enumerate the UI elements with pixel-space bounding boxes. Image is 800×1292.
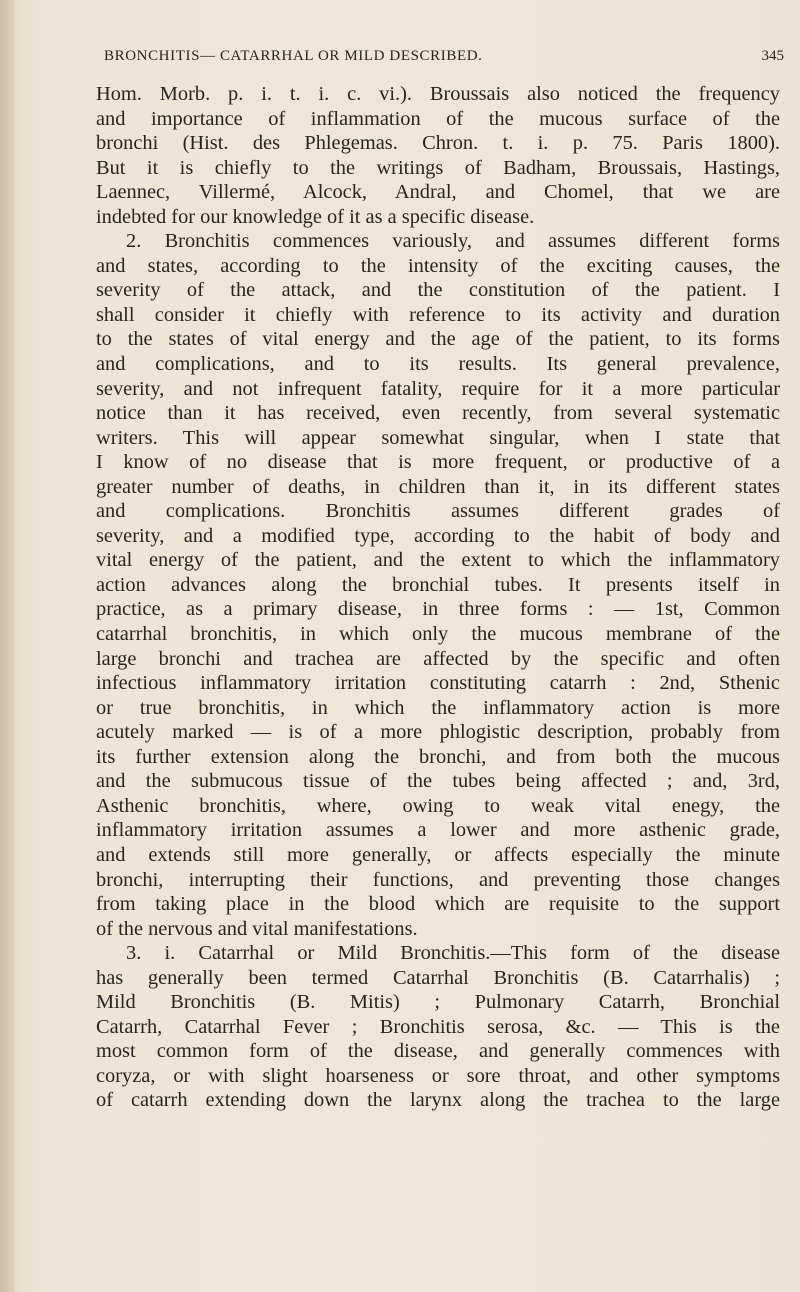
- text-line: 2. Bronchitis commences variously, and assumes different forms: [126, 230, 780, 253]
- text-line: most common form of the disease, and generally commences with: [96, 1040, 780, 1063]
- text-line: and extends still more generally, or affects especially the minute: [96, 843, 780, 866]
- running-head: BRONCHITIS— CATARRHAL OR MILD DESCRIBED.: [104, 48, 483, 64]
- text-line: acutely marked — is of a more phlogistic description, probably from: [96, 721, 780, 744]
- text-line: and states, according to the intensity of the exciting causes, the: [96, 254, 780, 277]
- text-line: severity of the attack, and the constitution of the patient. I: [96, 279, 780, 302]
- text-line: and importance of inflammation of the mucous surface of the: [96, 107, 780, 130]
- text-line: indebted for our knowledge of it as a specific disease.: [96, 205, 535, 228]
- text-line: Asthenic bronchitis, where, owing to weak vital enegy, the: [96, 794, 780, 817]
- text-line: severity, and a modified type, according to the habit of body and: [96, 524, 780, 547]
- text-line: notice than it has received, even recently, from several systematic: [96, 402, 780, 425]
- text-line: Mild Bronchitis (B. Mitis) ; Pulmonary Catarrh, Bronchial: [96, 991, 780, 1014]
- text-line: Hom. Morb. p. i. t. i. c. vi.). Broussais also noticed the frequency: [96, 83, 780, 105]
- text-line: of the nervous and vital manifestations.: [96, 917, 418, 940]
- page-number: 345: [761, 48, 784, 64]
- text-line: 3. i. Catarrhal or Mild Bronchitis.—This form of the disease: [126, 942, 780, 965]
- text-line: Laennec, Villermé, Alcock, Andral, and Chomel, that we are: [96, 181, 780, 204]
- page-header: [104, 48, 784, 68]
- text-line: greater number of deaths, in children than it, in its different states: [96, 475, 780, 498]
- text-line: But it is chiefly to the writings of Badham, Broussais, Hastings,: [96, 156, 780, 179]
- text-line: and complications, and to its results. Its general prevalence,: [96, 353, 780, 376]
- text-line: or true bronchitis, in which the inflammatory action is more: [96, 696, 780, 719]
- text-line: writers. This will appear somewhat singular, when I state that: [96, 426, 780, 449]
- text-line: and the submucous tissue of the tubes being affected ; and, 3rd,: [96, 770, 780, 793]
- text-line: its further extension along the bronchi, and from both the mucous: [96, 745, 780, 768]
- text-line: bronchi (Hist. des Phlegemas. Chron. t. i. p. 75. Paris 1800).: [96, 132, 780, 155]
- text-line: Catarrh, Catarrhal Fever ; Bronchitis serosa, &c. — This is the: [96, 1015, 780, 1038]
- text-line: of catarrh extending down the larynx along the trachea to the large: [96, 1089, 780, 1112]
- text-line: catarrhal bronchitis, in which only the mucous membrane of the: [96, 623, 780, 646]
- text-line: severity, and not infrequent fatality, require for it a more particular: [96, 377, 780, 400]
- text-line: large bronchi and trachea are affected by the specific and often: [96, 647, 780, 670]
- text-line: practice, as a primary disease, in three forms : — 1st, Common: [96, 598, 780, 621]
- text-line: action advances along the bronchial tubes. It presents itself in: [96, 573, 780, 596]
- text-line: shall consider it chiefly with reference to its activity and duration: [96, 303, 780, 326]
- text-line: vital energy of the patient, and the extent to which the inflammatory: [96, 549, 780, 572]
- page-gutter-shadow: [0, 0, 14, 1292]
- text-line: from taking place in the blood which are requisite to the support: [96, 893, 780, 916]
- text-line: and complications. Bronchitis assumes different grades of: [96, 500, 780, 523]
- text-line: bronchi, interrupting their functions, and preventing those changes: [96, 868, 780, 891]
- text-line: to the states of vital energy and the age of the patient, to its forms: [96, 328, 780, 351]
- text-line: I know of no disease that is more frequent, or productive of a: [96, 451, 780, 474]
- body-text: [96, 82, 780, 1113]
- text-line: coryza, or with slight hoarseness or sore throat, and other symptoms: [96, 1064, 780, 1087]
- text-line: has generally been termed Catarrhal Bronchitis (B. Catarrhalis) ;: [96, 966, 780, 989]
- text-line: inflammatory irritation assumes a lower and more asthenic grade,: [96, 819, 780, 842]
- text-line: infectious inflammatory irritation constituting catarrh : 2nd, Sthenic: [96, 672, 780, 695]
